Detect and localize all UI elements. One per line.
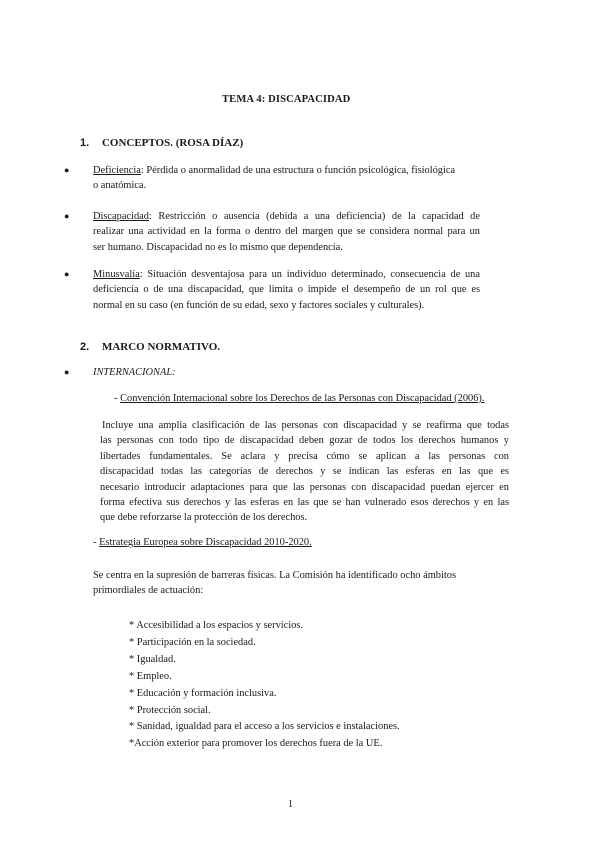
paragraph-line: discapacidad todas las categorías de derechos y se indican las esferas en las que es	[100, 466, 509, 478]
term-discapacidad: Discapacidad	[93, 211, 149, 222]
term-minusvalia: Minusvalía	[93, 269, 140, 280]
list-item: * Empleo.	[129, 670, 172, 682]
bullet-icon: ●	[64, 367, 70, 377]
page-number: 1	[288, 799, 293, 810]
paragraph-line: libertades fundamentales. Se aclara y precisa cómo se aplican a las personas con	[100, 450, 509, 462]
list-item: *Acción exterior para promover los derechos fuera de la UE.	[129, 738, 383, 750]
dash-prefix: -	[114, 393, 121, 404]
section-2-title: MARCO NORMATIVO.	[101, 341, 221, 353]
strategy-areas-list	[129, 618, 400, 753]
bullet-icon: ●	[64, 165, 70, 175]
paragraph-line: necesario introducir adaptaciones para que las personas con discapacidad puedan ejercer en	[100, 481, 509, 493]
definition-text: o anatómica.	[93, 180, 147, 192]
paragraph-line: las personas con todo tipo de discapacidad deben gozar de todos los derechos humanos y	[100, 435, 509, 447]
list-item: * Protección social.	[129, 704, 211, 716]
paragraph-line: que debe reforzarse la protección de los derechos.	[100, 512, 308, 524]
paragraph-line: primordiales de actuación:	[93, 585, 204, 597]
definition-text: ser humano. Discapacidad no es lo mismo que dependencia.	[93, 241, 343, 253]
definition-text: : Pérdida o anormalidad de una estructura o función psicológica, fisiológica	[140, 165, 456, 176]
list-item: * Participación en la sociedad.	[129, 636, 256, 648]
term-deficiencia: Deficiencia	[93, 165, 141, 176]
strategy-heading	[93, 535, 312, 550]
section-1-title: CONCEPTOS. (ROSA DÍAZ)	[101, 137, 244, 149]
definition-text: realizar una actividad en la forma o dentro del margen que se considera normal para un	[93, 226, 480, 238]
definition-text: : Situación desventajosa para un individuo determinado, consecuencia de una	[139, 269, 480, 280]
paragraph-line: forma efectiva sus derechos y las esferas en las que se han vulnerado esos derechos y en las	[100, 497, 509, 509]
convention-heading	[114, 391, 485, 406]
section-1-heading	[80, 137, 243, 149]
international-label: INTERNACIONAL:	[93, 367, 176, 378]
paragraph-line: Incluye una amplia clasificación de las personas con discapacidad y se reafirma que todas	[102, 420, 509, 431]
definition-text: deficiencia o de una discapacidad, que limita o impide el desempeño de un rol que es	[93, 284, 480, 296]
strategy-title: Estrategia Europea sobre Discapacidad 2010-2020.	[99, 537, 312, 548]
list-item: * Educación y formación inclusiva.	[129, 687, 277, 699]
strategy-intro	[93, 568, 493, 599]
document-title: TEMA 4: DISCAPACIDAD	[222, 94, 351, 105]
definition-text: normal en su caso (en función de su edad, sexo y factores sociales y culturales).	[93, 299, 425, 311]
convention-title: Convención Internacional sobre los Derechos de las Personas con Discapacidad (2006).	[120, 393, 485, 404]
section-2-heading	[80, 341, 220, 353]
list-item: * Sanidad, igualdad para el acceso a los servicios e instalaciones.	[129, 721, 400, 733]
definition-discapacidad	[93, 209, 480, 255]
definition-deficiencia	[93, 163, 463, 194]
convention-paragraph	[100, 418, 509, 526]
paragraph-line: Se centra en la supresión de barreras físicas. La Comisión ha identificado ocho ámbitos	[93, 570, 456, 581]
section-2-number: 2.	[80, 341, 90, 353]
section-1-number: 1.	[80, 137, 90, 149]
definition-text: : Restricción o ausencia (debida a una deficiencia) de la capacidad de	[148, 211, 480, 222]
list-item: * Accesibilidad a los espacios y servicios.	[129, 620, 304, 631]
bullet-icon: ●	[64, 269, 70, 279]
list-item: * Igualdad.	[129, 653, 176, 665]
bullet-icon: ●	[64, 211, 70, 221]
definition-minusvalia	[93, 267, 480, 313]
dash-prefix: -	[93, 537, 100, 548]
